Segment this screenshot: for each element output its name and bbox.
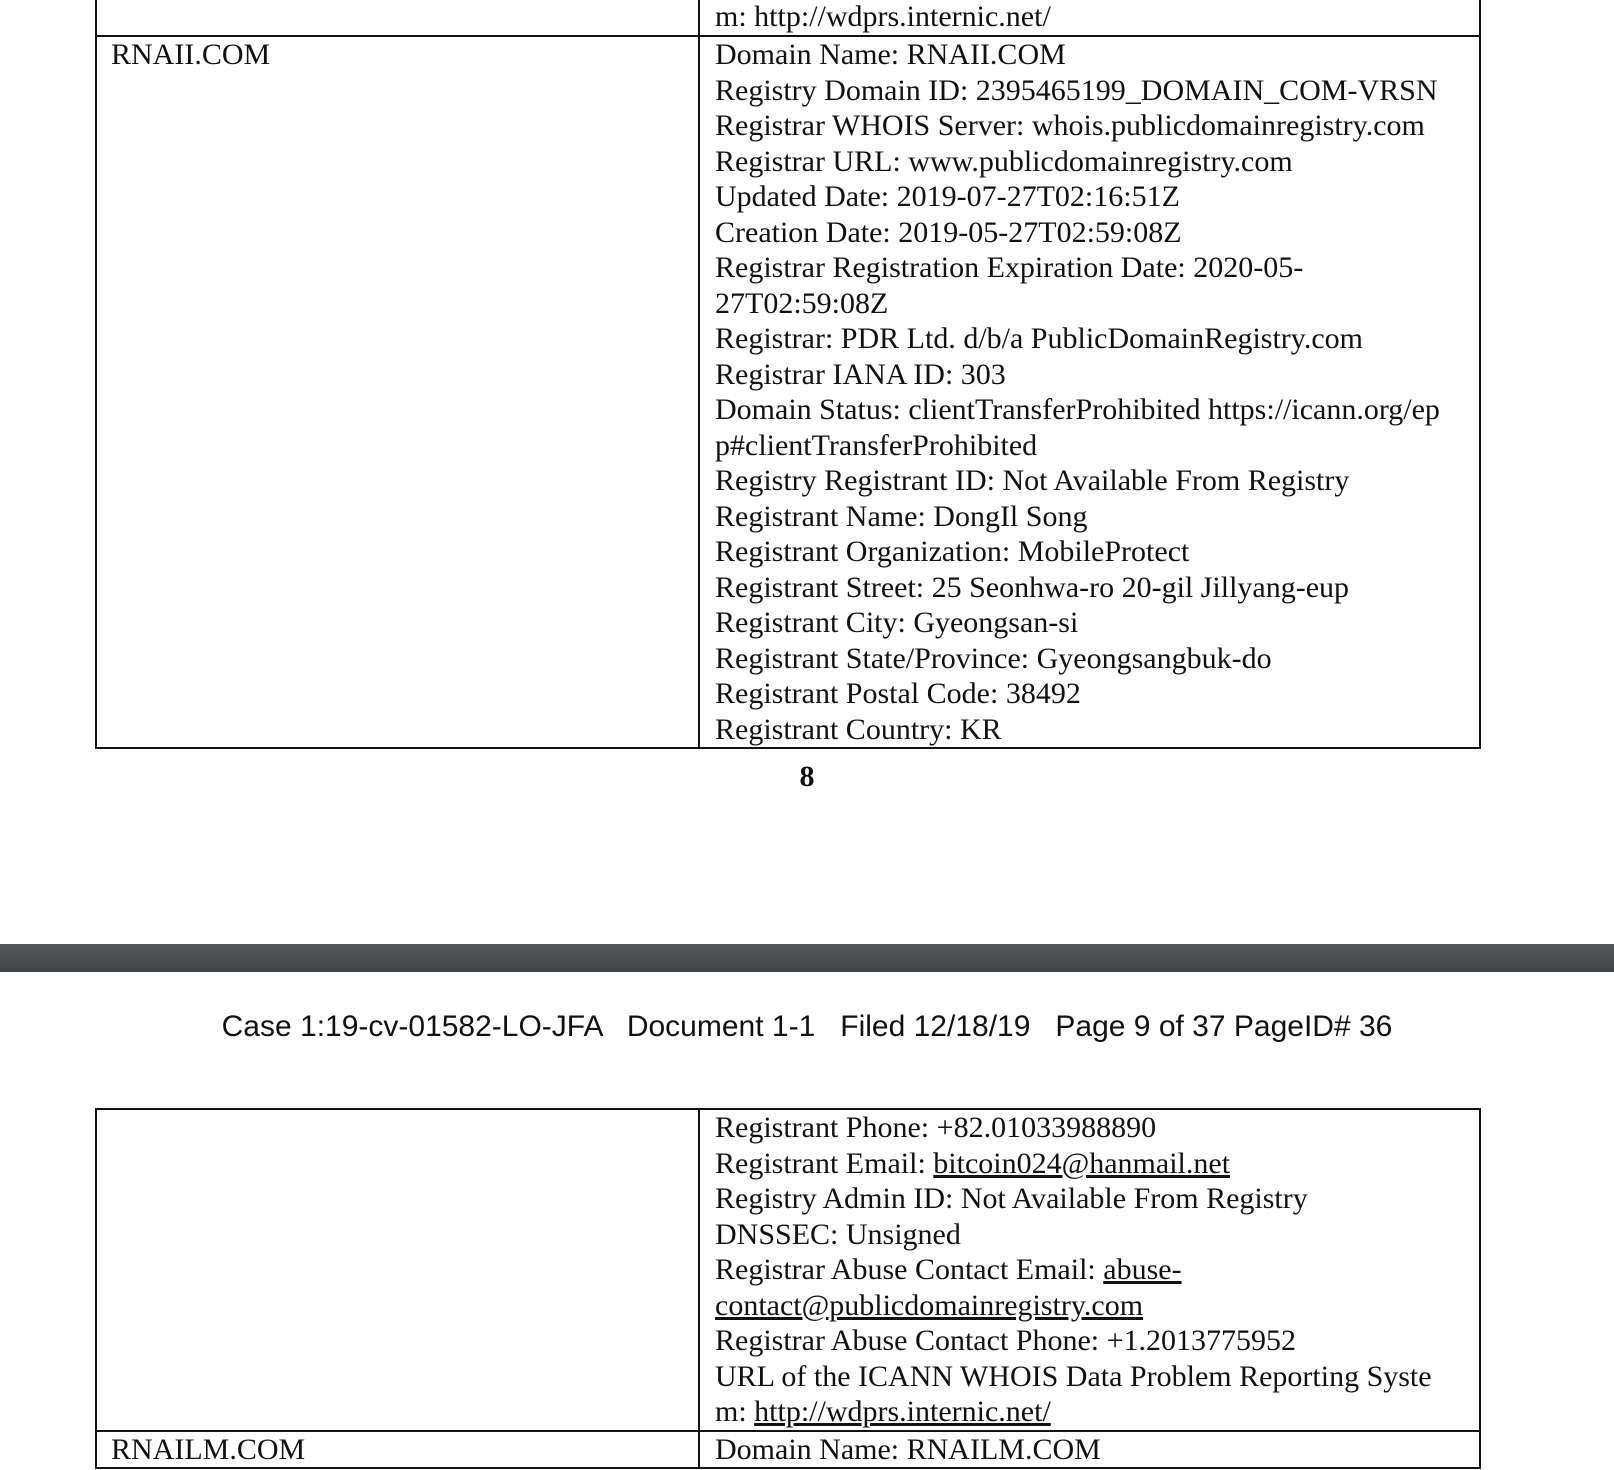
whois-details bbox=[700, 1110, 1479, 1430]
whois-line: Registry Registrant ID: Not Available From Registry bbox=[715, 464, 1350, 497]
whois-line: Registrant Street: 25 Seonhwa-ro 20-gil Jillyang-eup bbox=[715, 570, 1350, 604]
icann-link[interactable]: http://wdprs.internic.net/ bbox=[754, 1395, 1051, 1428]
whois-line: Registrant Postal Code: 38492 bbox=[715, 677, 1081, 710]
domain-cell bbox=[96, 1431, 699, 1469]
abuse-email-link-part1[interactable]: abuse- bbox=[1103, 1253, 1182, 1286]
whois-line: Updated Date: 2019-07-27T02:16:51Z bbox=[715, 180, 1180, 213]
whois-line: Registrant Organization: MobileProtect bbox=[715, 535, 1190, 568]
whois-line: Domain Status: clientTransferProhibited https://icann.org/ep bbox=[715, 393, 1440, 426]
empty-domain-cell bbox=[96, 0, 699, 36]
whois-line: Registrant City: Gyeongsan-si bbox=[715, 606, 1079, 639]
registrant-email-link[interactable]: bitcoin024@hanmail.net bbox=[933, 1146, 1231, 1180]
document-page-bottom bbox=[0, 972, 1614, 1470]
whois-line: Registrant State/Province: Gyeongsangbuk-do bbox=[715, 641, 1272, 675]
carryover-line: m: http://wdprs.internic.net/ bbox=[715, 0, 1051, 33]
empty-domain-cell bbox=[96, 1109, 699, 1431]
icann-line-2 bbox=[715, 1394, 1479, 1430]
abuse-email-line bbox=[715, 1252, 1479, 1288]
whois-details-cell bbox=[699, 36, 1480, 748]
registrant-email-label: Registrant Email: bbox=[715, 1146, 934, 1180]
registry-admin-id: Registry Admin ID: Not Available From Registry bbox=[715, 1182, 1308, 1215]
icann-prefix: m: bbox=[715, 1395, 755, 1428]
whois-line: Registry Domain ID: 2395465199_DOMAIN_COM-VRSN bbox=[715, 73, 1438, 107]
abuse-phone: Registrar Abuse Contact Phone: +1.2013775952 bbox=[715, 1324, 1297, 1357]
case-header: Case 1:19-cv-01582-LO-JFA Document 1-1 Filed 12/18/19 Page 9 of 37 PageID# 36 bbox=[221, 1010, 1393, 1043]
table-row bbox=[96, 1109, 1480, 1431]
whois-details-cell bbox=[699, 1109, 1480, 1431]
page-separator bbox=[0, 944, 1614, 972]
next-domain-line: Domain Name: RNAILM.COM bbox=[715, 1432, 1101, 1466]
whois-line: Registrant Name: DongIl Song bbox=[715, 499, 1088, 533]
icann-line-1: URL of the ICANN WHOIS Data Problem Reporting Syste bbox=[715, 1359, 1432, 1393]
registrant-email-line bbox=[715, 1146, 1479, 1182]
whois-table-bottom bbox=[95, 1108, 1481, 1469]
dnssec: DNSSEC: Unsigned bbox=[715, 1217, 961, 1251]
whois-line: Registrar URL: www.publicdomainregistry.com bbox=[715, 144, 1293, 178]
carryover-cell bbox=[699, 0, 1480, 36]
whois-line: 27T02:59:08Z bbox=[715, 286, 889, 320]
abuse-email-link-part2[interactable]: contact@publicdomainregistry.com bbox=[715, 1288, 1144, 1322]
whois-line: Registrar Registration Expiration Date: 2020-05- bbox=[715, 251, 1304, 284]
whois-table-top bbox=[95, 0, 1481, 749]
domain-cell bbox=[96, 36, 699, 748]
abuse-email-label: Registrar Abuse Contact Email: bbox=[715, 1253, 1104, 1286]
table-row bbox=[96, 1431, 1480, 1469]
whois-line: Registrar IANA ID: 303 bbox=[715, 357, 1006, 391]
table-row bbox=[96, 36, 1480, 748]
whois-line: Registrar WHOIS Server: whois.publicdomainregistry.com bbox=[715, 109, 1425, 142]
whois-details bbox=[700, 37, 1479, 747]
whois-line: p#clientTransferProhibited bbox=[715, 428, 1038, 462]
domain-name: RNAII.COM bbox=[111, 38, 271, 71]
registrant-phone: Registrant Phone: +82.01033988890 bbox=[715, 1111, 1157, 1144]
whois-line: Registrant Country: KR bbox=[715, 712, 1002, 746]
whois-line: Creation Date: 2019-05-27T02:59:08Z bbox=[715, 215, 1182, 249]
table-row bbox=[96, 0, 1480, 36]
page-number: 8 bbox=[799, 760, 815, 793]
next-domain-name: RNAILM.COM bbox=[111, 1432, 306, 1466]
whois-line: Registrar: PDR Ltd. d/b/a PublicDomainRegistry.com bbox=[715, 322, 1363, 355]
whois-line: Domain Name: RNAII.COM bbox=[715, 38, 1066, 71]
whois-details-cell bbox=[699, 1431, 1480, 1469]
